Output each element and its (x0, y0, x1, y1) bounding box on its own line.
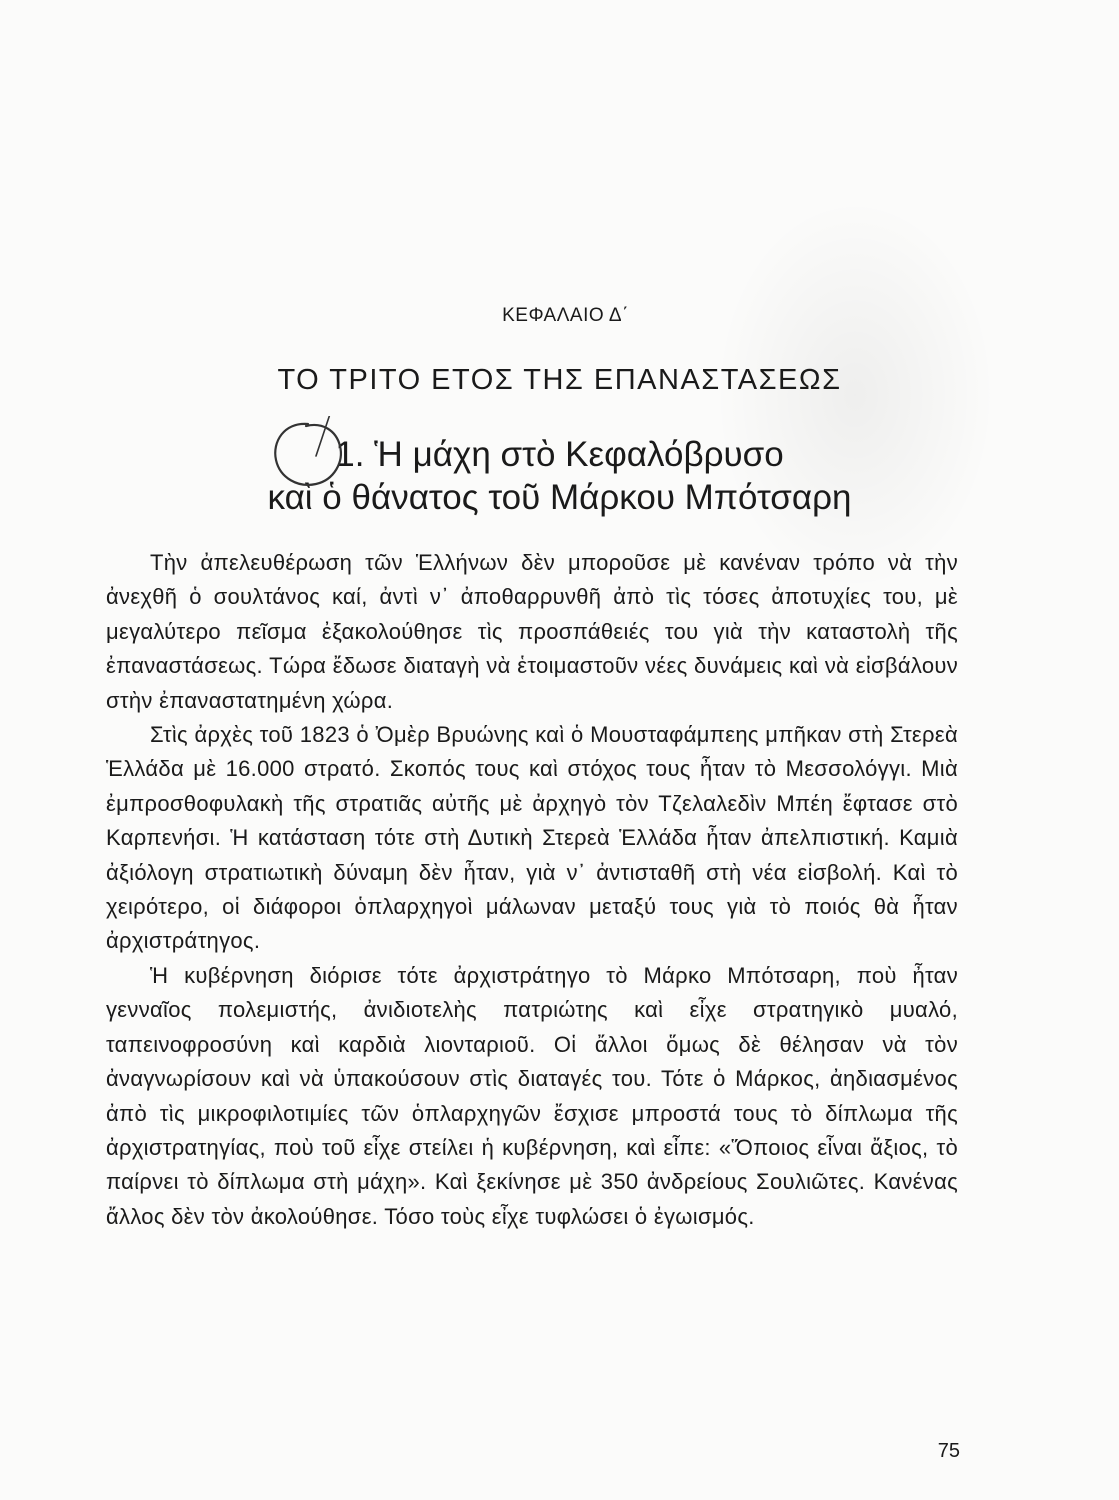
paragraph: Ἡ κυβέρνηση διόρισε τότε ἀρχιστράτηγο τὸ Μάρκο Μπότσαρη, ποὺ ἦταν γενναῖος πολεμιστής, ἀνιδιοτελὴς πατριώτης καὶ εἶχε στρατηγικὸ μυαλό, ταπεινοφροσύνη καὶ καρδιὰ λιονταριοῦ. Οἱ ἄλλοι ὅμως δὲ θέλησαν νὰ τὸν ἀναγνωρίσουν καὶ νὰ ὑπακούσουν στὶς διαταγές του. Τότε ὁ Μάρκος, ἀηδιασμένος ἀπὸ τὶς μικροφιλοτιμίες τῶν ὁπλαρχηγῶν ἔσχισε μπροστά τους τὸ δίπλωμα τῆς ἀρχιστρατηγίας, ποὺ τοῦ εἶχε στείλει ἡ κυβέρνηση, καὶ εἶπε: «Ὅποιος εἶναι ἄξιος, τὸ παίρνει τὸ δίπλωμα στὴ μάχη». Καὶ ξεκίνησε μὲ 350 ἀνδρείους Σουλιῶτες. Κανένας ἄλλος δὲν τὸν ἀκολούθησε. Τόσο τοὺς εἶχε τυφλώσει ὁ ἐγωισμός. (106, 962, 958, 1229)
chapter-label: ΚΕΦΑΛΑΙΟ Δ΄ (502, 305, 629, 326)
chapter-title: ΤΟ ΤΡΙΤΟ ΕΤΟΣ ΤΗΣ ΕΠΑΝΑΣΤΑΣΕΩΣ (277, 364, 842, 396)
section-title (0, 433, 1119, 519)
body-text (106, 546, 958, 1234)
paragraph: Στὶς ἀρχὲς τοῦ 1823 ὁ Ὀμὲρ Βρυώνης καὶ ὁ Μουσταφάμπεης μπῆκαν στὴ Στερεὰ Ἑλλάδα μὲ 16.000 στρατό. Σκοπός τους καὶ στόχος τους ἦταν τὸ Μεσσολόγγι. Μιὰ ἐμπροσθοφυλακὴ τῆς στρατιᾶς αὐτῆς μὲ ἀρχηγὸ τὸν Τζελαλεδὶν Μπέη ἔφτασε στὸ Καρπενήσι. Ἡ κατάσταση τότε στὴ Δυτικὴ Στερεὰ Ἑλλάδα ἦταν ἀπελπιστική. Καμιὰ ἀξιόλογη στρατιωτικὴ δύναμη δὲν ἦταν, γιὰ ν᾿ ἀντισταθῆ στὴ νέα εἰσβολή. Καὶ τὸ χειρότερο, οἱ διάφοροι ὁπλαρχηγοὶ μάλωναν μεταξύ τους γιὰ τὸ ποιός θὰ ἦταν ἀρχιστράτηγος. (106, 722, 958, 954)
section-title-line-1: 1. Ἡ μάχη στὸ Κεφαλόβρυσο (335, 435, 784, 474)
page-number: 75 (937, 1440, 960, 1462)
section-title-line-2: καὶ ὁ θάνατος τοῦ Μάρκου Μπότσαρη (267, 478, 852, 517)
paragraph: Τὴν ἀπελευθέρωση τῶν Ἑλλήνων δὲν μποροῦσε μὲ κανέναν τρόπο νὰ τὴν ἀνεχθῆ ὁ σουλτάνος καί, ἀντὶ ν᾿ ἀποθαρρυνθῆ ἀπὸ τὶς τόσες ἀποτυχίες του, μὲ μεγαλύτερο πεῖσμα ἐξακολούθησε τὶς προσπάθειές του γιὰ τὴν καταστολὴ τῆς ἐπαναστάσεως. Τώρα ἔδωσε διαταγὴ νὰ ἑτοιμαστοῦν νέες δυνάμεις καὶ νὰ εἰσβάλουν στὴν ἐπαναστατημένη χώρα. (106, 550, 958, 713)
